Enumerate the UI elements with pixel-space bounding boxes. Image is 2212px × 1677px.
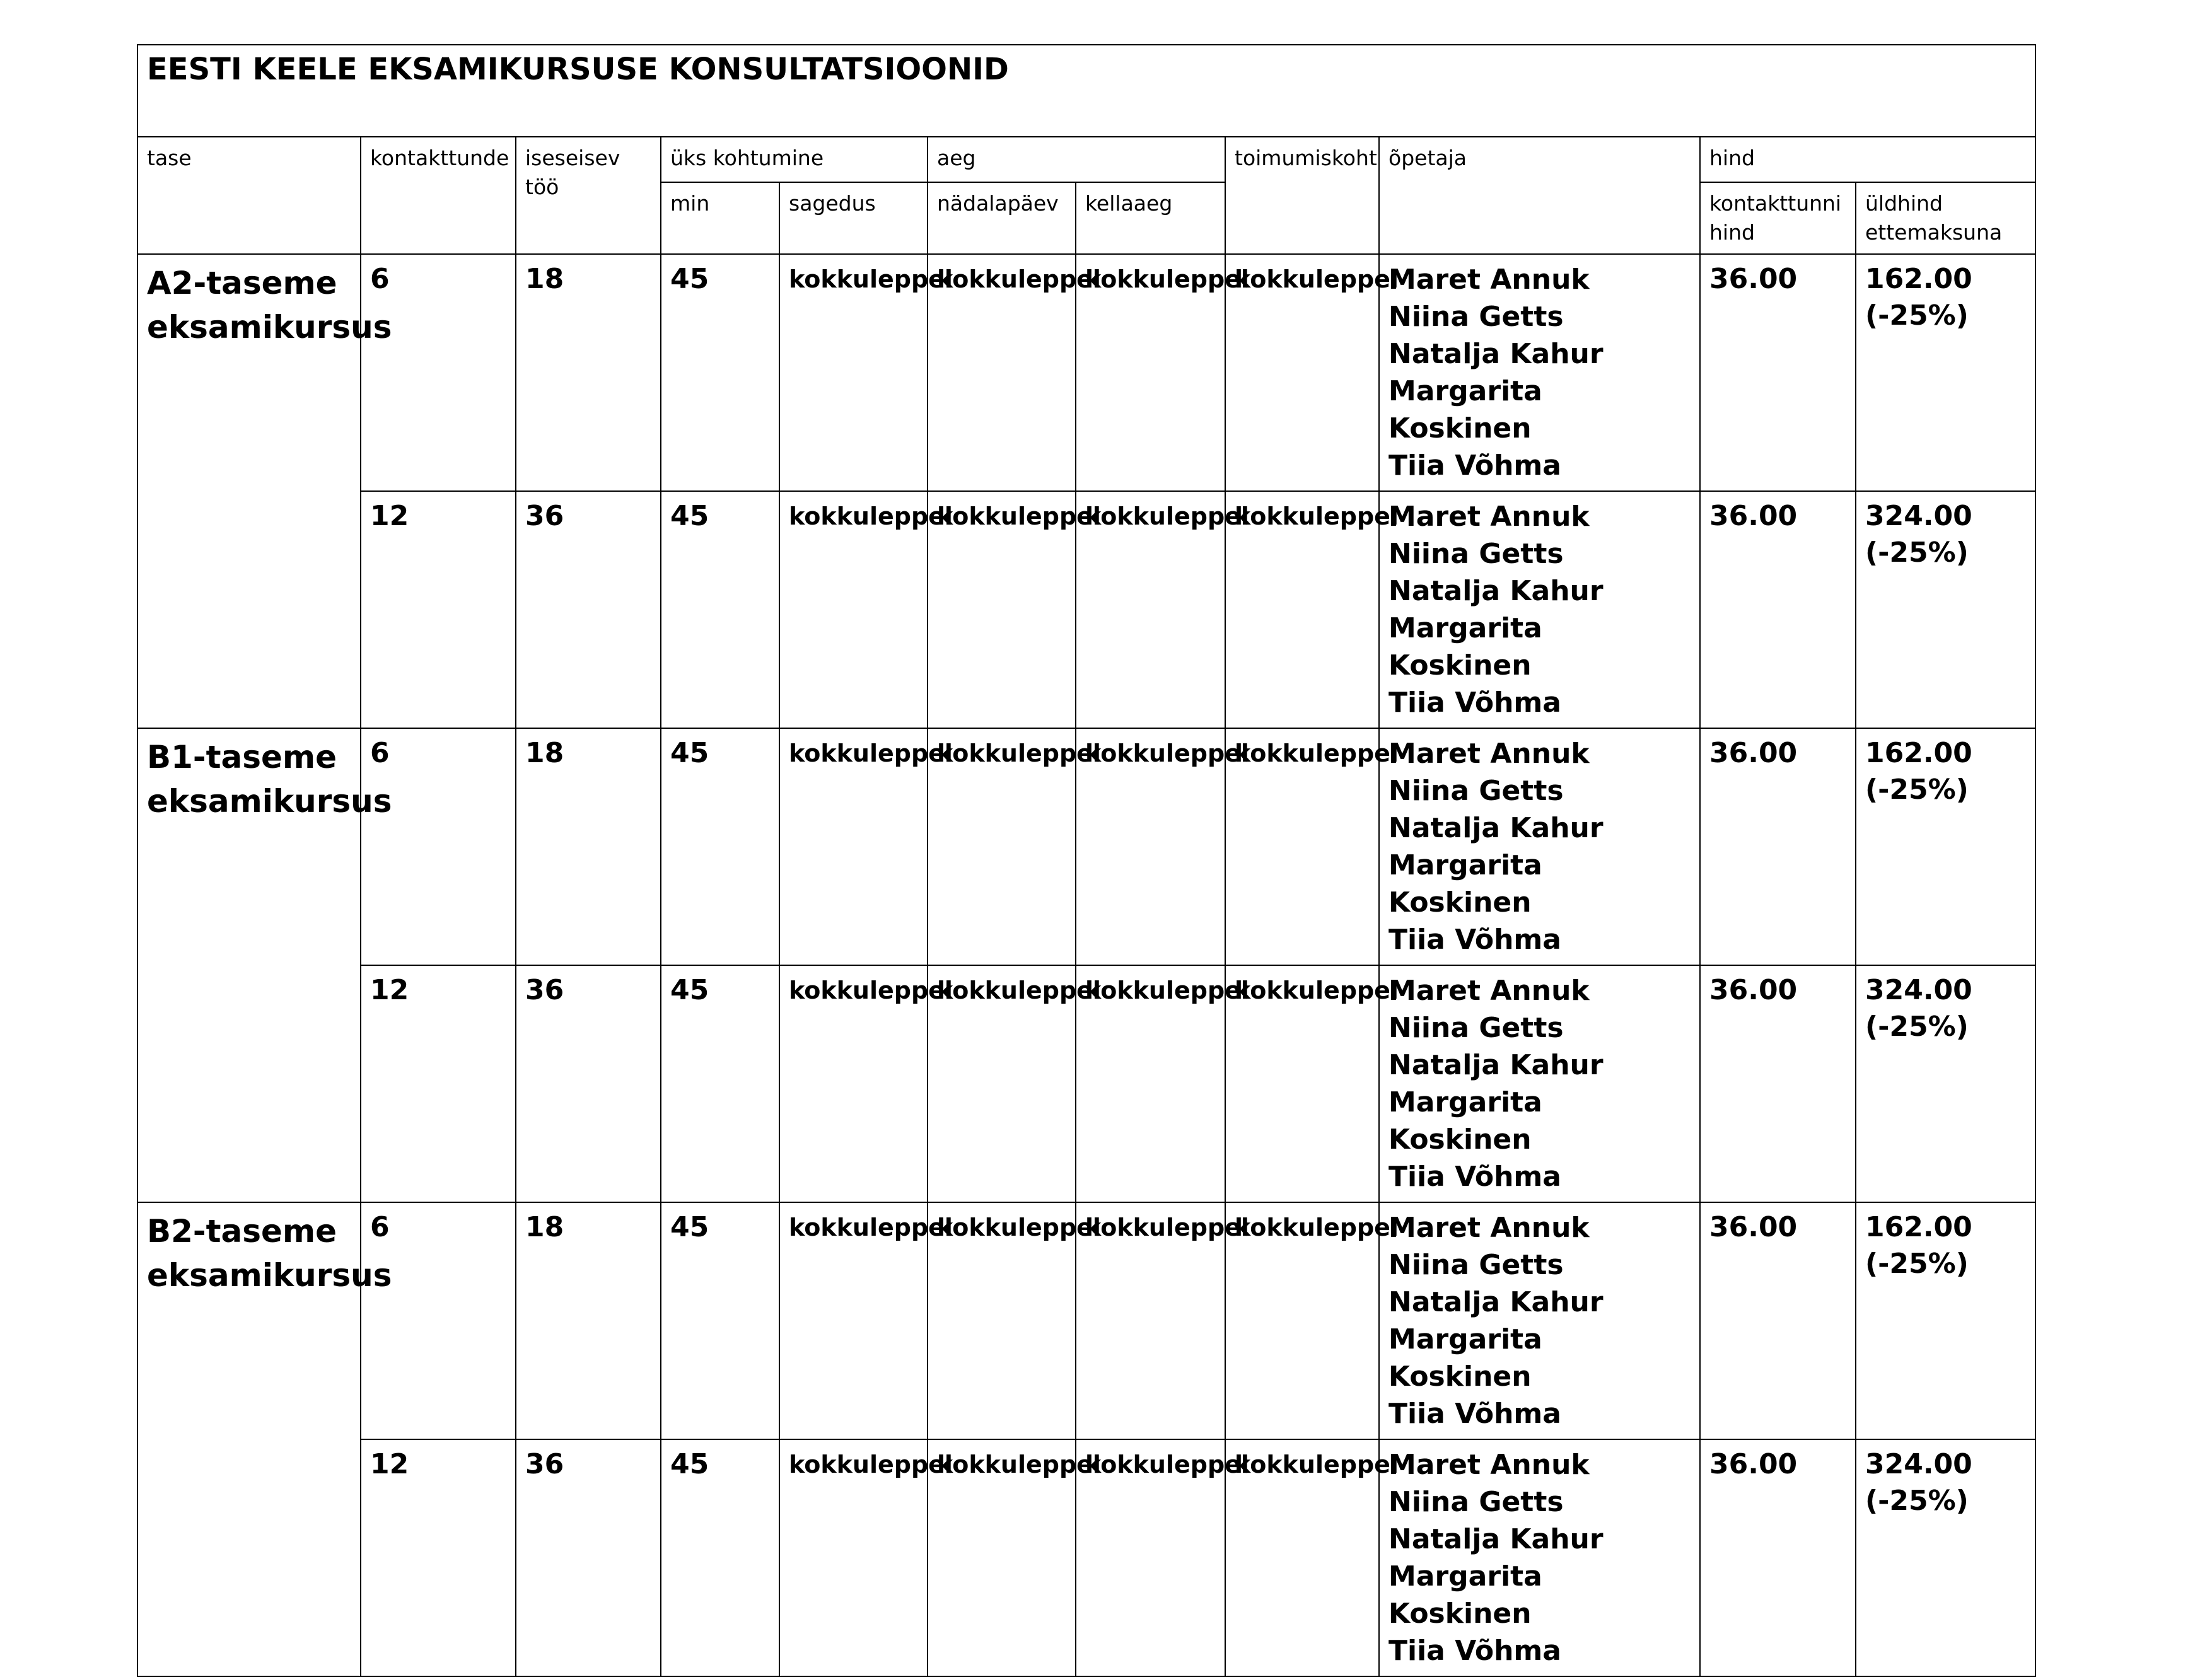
header-sagedus: sagedus [779,182,928,254]
uldhind-cell [1856,1202,2035,1439]
sagedus-cell: kokkuleppel [779,254,928,491]
kontakttunni-hind-cell: 36.00 [1700,965,1856,1202]
toimumiskoht-cell: kokkuleppel [1225,1439,1379,1676]
kontakttunni-hind-cell: 36.00 [1700,728,1856,965]
teacher-name: Natalja Kahur [1388,1523,1604,1555]
kellaaeg-cell: kokkuleppel [1076,491,1225,728]
sagedus-cell: kokkuleppel [779,1202,928,1439]
uldhind-cell [1856,1439,2035,1676]
teachers-cell [1379,254,1700,491]
min-cell: 45 [661,491,779,728]
iseseisev-too-cell: 18 [516,728,661,965]
toimumiskoht-cell: kokkuleppel [1225,965,1379,1202]
header-uks-kohtumine: üks kohtumine [661,137,928,182]
discount-label: (-25%) [1865,1485,1969,1517]
iseseisev-too-cell: 36 [516,965,661,1202]
teacher-name: Tiia Võhma [1388,687,1561,719]
nadalapaev-cell: kokkuleppel [928,1439,1076,1676]
uldhind-cell [1856,965,2035,1202]
teacher-name: Tiia Võhma [1388,924,1561,956]
table-row [137,491,2035,728]
course-level-cell: A2-taseme eksamikursus [137,254,361,728]
header-min: min [661,182,779,254]
min-cell: 45 [661,965,779,1202]
teacher-name: Maret Annuk [1388,975,1590,1007]
teacher-name: Margarita Koskinen [1388,612,1542,682]
teacher-name: Tiia Võhma [1388,1635,1561,1667]
teacher-name: Niina Getts [1388,538,1564,570]
kontakttunni-hind-cell: 36.00 [1700,254,1856,491]
teacher-name: Maret Annuk [1388,1212,1590,1244]
table-row [137,1439,2035,1676]
teacher-name: Natalja Kahur [1388,575,1604,607]
toimumiskoht-cell: kokkuleppel [1225,254,1379,491]
teacher-name: Niina Getts [1388,1012,1564,1044]
kontakttunni-hind-cell: 36.00 [1700,491,1856,728]
teacher-name: Maret Annuk [1388,738,1590,770]
uldhind-value: 162.00 [1865,263,1972,295]
kellaaeg-cell: kokkuleppel [1076,728,1225,965]
teacher-name: Margarita Koskinen [1388,1086,1542,1156]
min-cell: 45 [661,254,779,491]
header-hind: hind [1700,137,2035,182]
teacher-name: Maret Annuk [1388,264,1590,296]
nadalapaev-cell: kokkuleppel [928,254,1076,491]
nadalapaev-cell: kokkuleppel [928,965,1076,1202]
teacher-name: Niina Getts [1388,775,1564,807]
kontakttunni-hind-cell: 36.00 [1700,1202,1856,1439]
discount-label: (-25%) [1865,299,1969,332]
header-aeg: aeg [928,137,1225,182]
header-tase: tase [137,137,361,254]
header-iseseisev-too: iseseisev töö [516,137,661,254]
course-level-cell: B2-taseme eksamikursus [137,1202,361,1676]
teacher-name: Margarita Koskinen [1388,849,1542,919]
kellaaeg-cell: kokkuleppel [1076,1202,1225,1439]
header-kontakttunni-hind: kontakttunni hind [1700,182,1856,254]
kellaaeg-cell: kokkuleppel [1076,1439,1225,1676]
nadalapaev-cell: kokkuleppel [928,1202,1076,1439]
kontakttunde-cell: 12 [361,491,516,728]
table-row [137,254,2035,491]
header-kellaaeg: kellaaeg [1076,182,1225,254]
nadalapaev-cell: kokkuleppel [928,491,1076,728]
min-cell: 45 [661,1202,779,1439]
teachers-cell [1379,1202,1700,1439]
table-row [137,728,2035,965]
min-cell: 45 [661,1439,779,1676]
table-row [137,1202,2035,1439]
uldhind-cell [1856,254,2035,491]
sagedus-cell: kokkuleppel [779,728,928,965]
toimumiskoht-cell: kokkuleppel [1225,728,1379,965]
teacher-name: Tiia Võhma [1388,1398,1561,1430]
teacher-name: Natalja Kahur [1388,812,1604,844]
iseseisev-too-cell: 18 [516,254,661,491]
teacher-name: Maret Annuk [1388,501,1590,533]
teacher-name: Margarita Koskinen [1388,1323,1542,1393]
course-level-cell: B1-taseme eksamikursus [137,728,361,1202]
header-nadalapaev: nädalapäev [928,182,1076,254]
uldhind-value: 324.00 [1865,500,1972,532]
teacher-name: Natalja Kahur [1388,338,1604,370]
discount-label: (-25%) [1865,774,1969,806]
kontakttunde-cell: 6 [361,1202,516,1439]
table-row [137,965,2035,1202]
sagedus-cell: kokkuleppel [779,965,928,1202]
discount-label: (-25%) [1865,1248,1969,1280]
kontakttunde-cell: 12 [361,965,516,1202]
kontakttunni-hind-cell: 36.00 [1700,1439,1856,1676]
teachers-cell [1379,965,1700,1202]
uldhind-value: 324.00 [1865,1448,1972,1480]
uldhind-value: 162.00 [1865,737,1972,769]
teacher-name: Niina Getts [1388,1249,1564,1281]
teacher-name: Margarita Koskinen [1388,375,1542,444]
sagedus-cell: kokkuleppel [779,491,928,728]
teachers-cell [1379,728,1700,965]
kontakttunde-cell: 12 [361,1439,516,1676]
toimumiskoht-cell: kokkuleppel [1225,1202,1379,1439]
document-title: EESTI KEELE EKSAMIKURSUSE KONSULTATSIOONID [137,45,2035,137]
header-toimumiskoht: toimumiskoht [1225,137,1379,254]
kellaaeg-cell: kokkuleppel [1076,254,1225,491]
teacher-name: Tiia Võhma [1388,1161,1561,1193]
uldhind-value: 162.00 [1865,1211,1972,1243]
iseseisev-too-cell: 36 [516,491,661,728]
consultation-schedule-table [137,44,2036,1677]
teacher-name: Margarita Koskinen [1388,1560,1542,1630]
teachers-cell [1379,1439,1700,1676]
sagedus-cell: kokkuleppel [779,1439,928,1676]
teacher-name: Natalja Kahur [1388,1049,1604,1081]
teachers-cell [1379,491,1700,728]
uldhind-cell [1856,491,2035,728]
kontakttunde-cell: 6 [361,254,516,491]
toimumiskoht-cell: kokkuleppel [1225,491,1379,728]
min-cell: 45 [661,728,779,965]
iseseisev-too-cell: 18 [516,1202,661,1439]
discount-label: (-25%) [1865,537,1969,569]
header-uldhind: üldhind ettemaksuna [1856,182,2035,254]
discount-label: (-25%) [1865,1011,1969,1043]
uldhind-cell [1856,728,2035,965]
teacher-name: Maret Annuk [1388,1449,1590,1481]
header-opetaja: õpetaja [1379,137,1700,254]
teacher-name: Natalja Kahur [1388,1286,1604,1318]
iseseisev-too-cell: 36 [516,1439,661,1676]
nadalapaev-cell: kokkuleppel [928,728,1076,965]
teacher-name: Tiia Võhma [1388,450,1561,482]
uldhind-value: 324.00 [1865,974,1972,1006]
kellaaeg-cell: kokkuleppel [1076,965,1225,1202]
header-kontakttunde: kontakttunde [361,137,516,254]
teacher-name: Niina Getts [1388,1486,1564,1518]
kontakttunde-cell: 6 [361,728,516,965]
teacher-name: Niina Getts [1388,301,1564,333]
